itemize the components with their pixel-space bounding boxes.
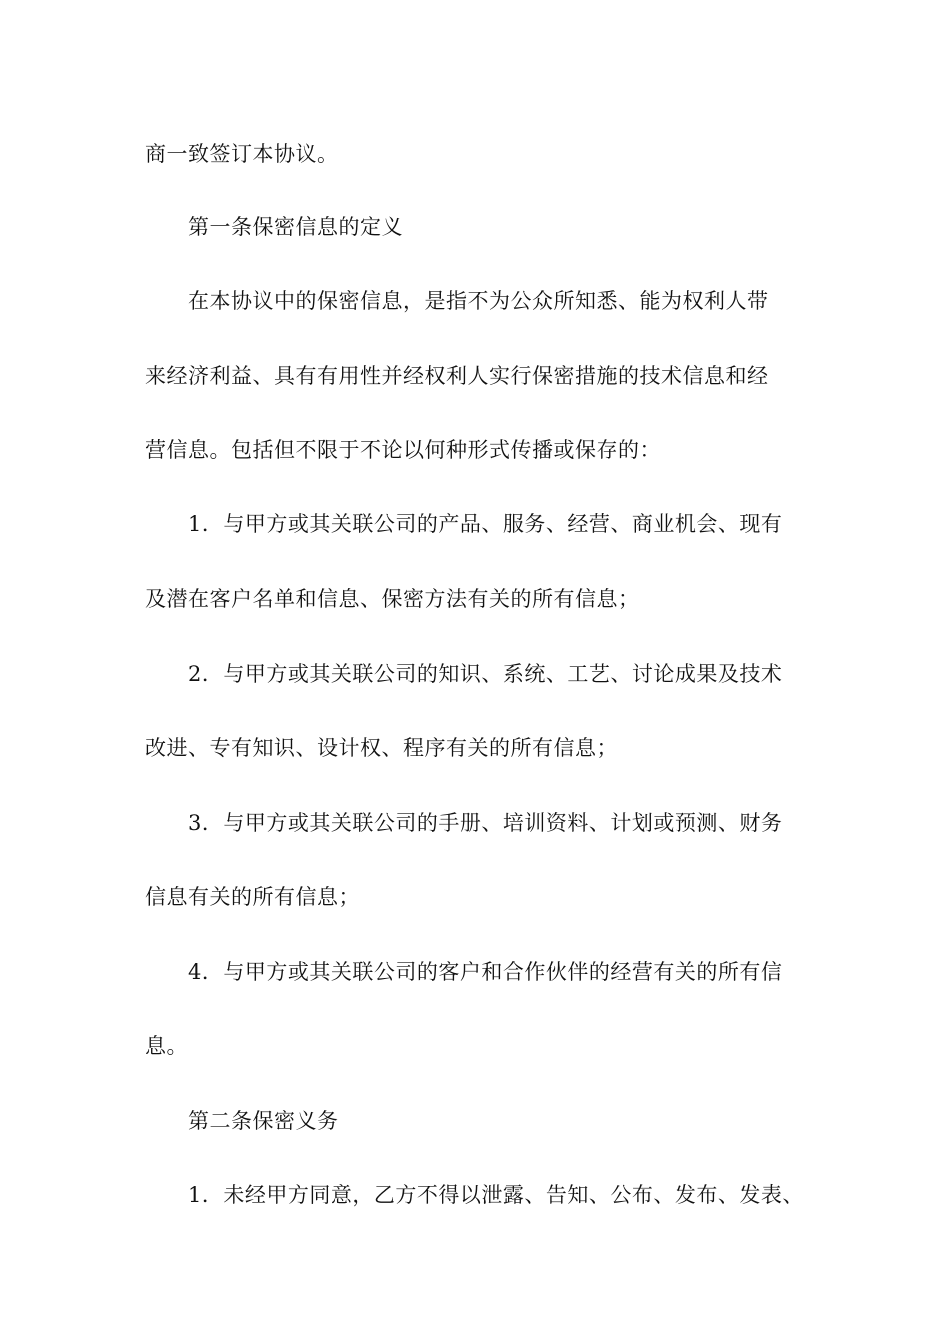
- text-line: 信息有关的所有信息；: [145, 885, 360, 909]
- text-line: 2．与甲方或其关联公司的知识、系统、工艺、讨论成果及技术: [188, 662, 783, 686]
- text-line: 营信息。包括但不限于不论以何种形式传播或保存的：: [145, 438, 661, 462]
- text-line: 1．未经甲方同意，乙方不得以泄露、告知、公布、发布、发表、: [188, 1183, 804, 1207]
- text-line: 商一致签订本协议。: [145, 142, 339, 166]
- text-line: 在本协议中的保密信息，是指不为公众所知悉、能为权利人带: [188, 289, 769, 313]
- text-line: 1．与甲方或其关联公司的产品、服务、经营、商业机会、现有: [188, 512, 783, 536]
- text-line: 3．与甲方或其关联公司的手册、培训资料、计划或预测、财务: [188, 811, 783, 835]
- section-heading: 第一条保密信息的定义: [188, 215, 403, 239]
- section-heading: 第二条保密义务: [188, 1109, 339, 1133]
- text-line: 及潜在客户名单和信息、保密方法有关的所有信息；: [145, 587, 640, 611]
- text-line: 4．与甲方或其关联公司的客户和合作伙伴的经营有关的所有信: [188, 960, 783, 984]
- text-line: 来经济利益、具有有用性并经权利人实行保密措施的技术信息和经: [145, 364, 769, 388]
- text-line: 改进、专有知识、设计权、程序有关的所有信息；: [145, 736, 618, 760]
- text-line: 息。: [145, 1034, 188, 1058]
